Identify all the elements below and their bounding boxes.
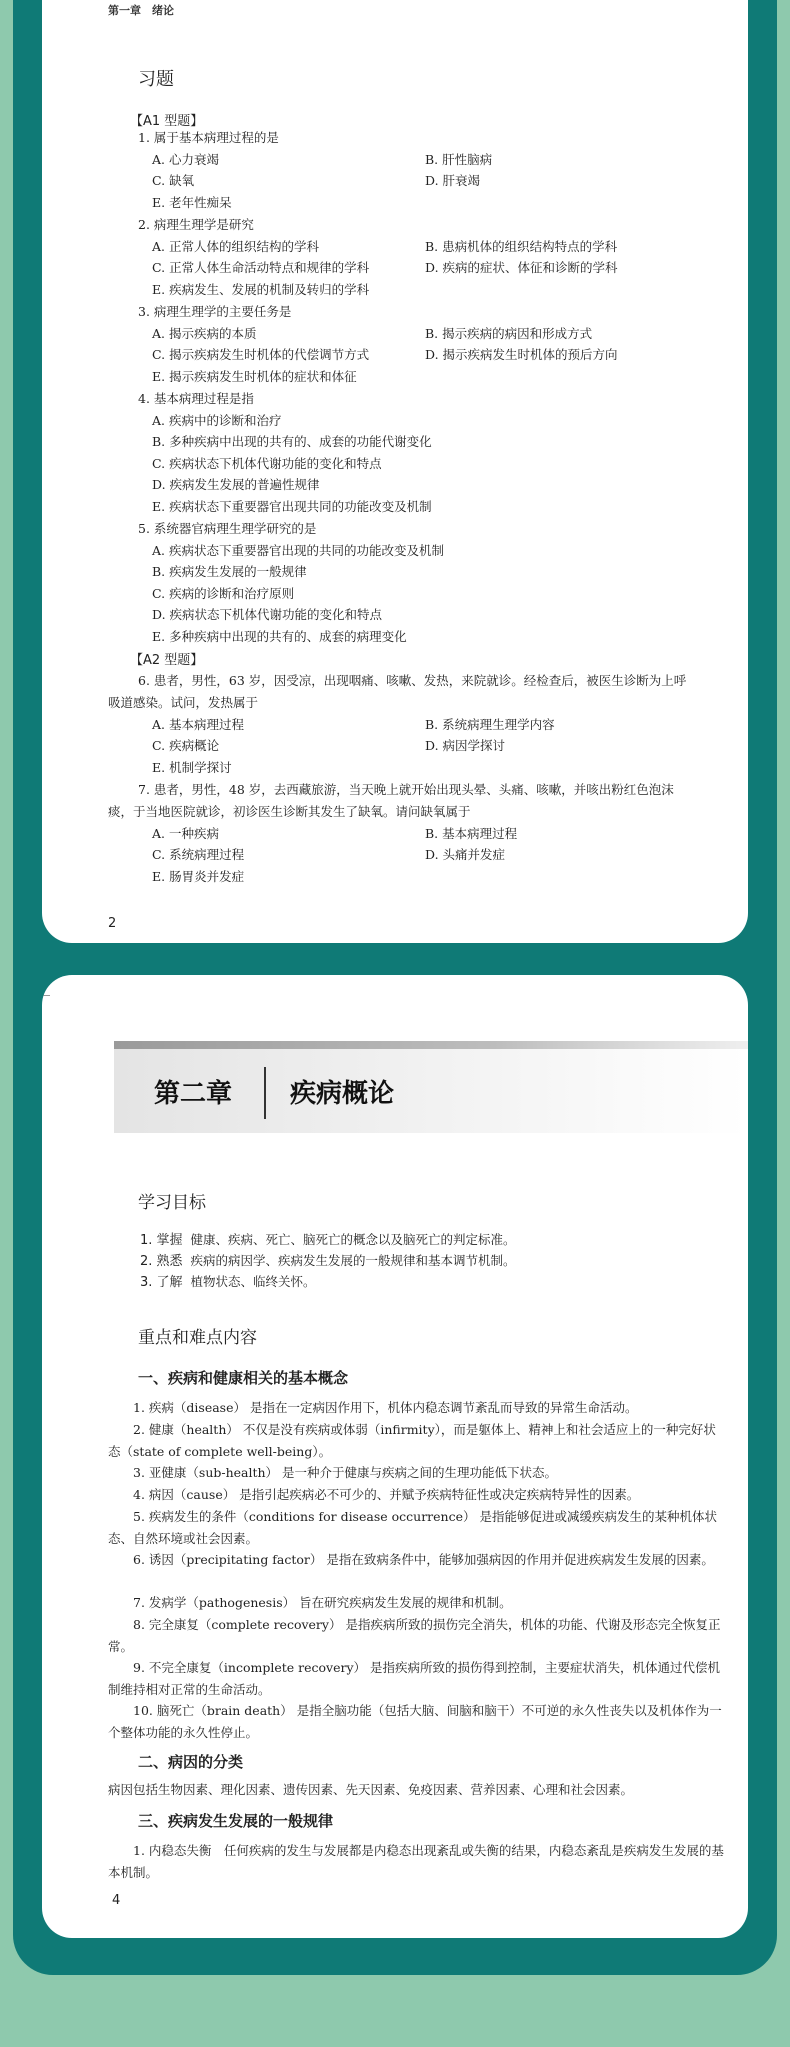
section-2-heading: 二、病因的分类 — [138, 1753, 244, 1771]
definition-8: 8. 完全康复（complete recovery） 是指疾病所致的损伤完全消失，机体的功能、代谢及形态完全恢复正常。 — [108, 1617, 721, 1654]
question-5-option-e: E. 多种疾病中出现的共有的、成套的病理变化 — [152, 629, 407, 644]
objective-item — [140, 1250, 516, 1272]
question-3-option-a: A. 揭示疾病的本质 — [152, 326, 257, 341]
definition-2: 2. 健康（health） 不仅是没有疾病或体弱（infirmity），而是躯体上、精神上和社会适应上的一种完好状态（state of complete well-being）。 — [108, 1422, 716, 1459]
question-1-option-b: B. 肝性脑病 — [425, 152, 493, 167]
question-7-option-d: D. 头痛并发症 — [425, 847, 506, 862]
key-points-heading: 重点和难点内容 — [138, 1328, 257, 1348]
question-4-stem: 4. 基本病理过程是指 — [138, 391, 254, 406]
chapter-divider — [264, 1067, 266, 1119]
objective-item — [140, 1271, 316, 1293]
question-1-option-c: C. 缺氧 — [152, 173, 195, 188]
section-2-text: 病因包括生物因素、理化因素、遗传因素、先天因素、免疫因素、营养因素、心理和社会因素。 — [108, 1782, 634, 1797]
question-2-option-d: D. 疾病的症状、体征和诊断的学科 — [425, 260, 618, 275]
question-7-stem-line1: 7. 患者，男性，48 岁，去西藏旅游，当天晚上就开始出现头晕、头痛、咳嗽，并咳出粉红色泡沫 — [138, 782, 674, 797]
objective-level: 3. 了解 — [140, 1275, 183, 1290]
page-number: 2 — [108, 916, 117, 931]
question-2-stem: 2. 病理生理学是研究 — [138, 217, 254, 232]
definition-7: 7. 发病学（pathogenesis） 旨在研究疾病发生发展的规律和机制。 — [133, 1595, 512, 1610]
question-2-option-b: B. 患病机体的组织结构特点的学科 — [425, 239, 618, 254]
page-number: 4 — [112, 1893, 121, 1908]
question-7-option-e: E. 肠胃炎并发症 — [152, 869, 245, 884]
question-5-option-b: B. 疾病发生发展的一般规律 — [152, 564, 307, 579]
definition-4: 4. 病因（cause） 是指引起疾病必不可少的、并赋予疾病特征性或决定疾病特异性的因素。 — [133, 1487, 640, 1502]
definition-1: 1. 疾病（disease） 是指在一定病因作用下，机体内稳态调节紊乱而导致的异常生命活动。 — [133, 1400, 638, 1415]
question-6-option-a: A. 基本病理过程 — [152, 717, 244, 732]
question-2-option-a: A. 正常人体的组织结构的学科 — [152, 239, 319, 254]
question-7-option-a: A. 一种疾病 — [152, 826, 219, 841]
question-6-option-d: D. 病因学探讨 — [425, 738, 506, 753]
book-page-exercises — [42, 0, 748, 943]
question-5-option-a: A. 疾病状态下重要器官出现的共同的功能改变及机制 — [152, 543, 444, 558]
section-3-text: 1. 内稳态失衡 任何疾病的发生与发展都是内稳态出现紊乱或失衡的结果，内稳态紊乱是疾病发生发展的基本机制。 — [108, 1843, 724, 1880]
question-4-option-d: D. 疾病发生发展的普遍性规律 — [152, 477, 320, 492]
objective-text: 植物状态、临终关怀。 — [190, 1274, 316, 1289]
question-6-option-e: E. 机制学探讨 — [152, 760, 232, 775]
question-1-stem: 1. 属于基本病理过程的是 — [138, 130, 279, 145]
question-1-option-a: A. 心力衰竭 — [152, 152, 219, 167]
chapter-title: 疾病概论 — [290, 1079, 395, 1109]
definition-6: 6. 诱因（precipitating factor） 是指在致病条件中，能够加强病因的作用并促进疾病发生发展的因素。 — [133, 1552, 714, 1567]
question-2-option-e: E. 疾病发生、发展的机制及转归的学科 — [152, 282, 370, 297]
question-6-option-c: C. 疾病概论 — [152, 738, 220, 753]
question-3-option-b: B. 揭示疾病的病因和形成方式 — [425, 326, 593, 341]
question-5-option-c: C. 疾病的诊断和治疗原则 — [152, 586, 295, 601]
question-4-option-a: A. 疾病中的诊断和治疗 — [152, 413, 282, 428]
section-1-heading: 一、疾病和健康相关的基本概念 — [138, 1369, 349, 1387]
objectives-heading: 学习目标 — [138, 1193, 206, 1213]
objective-level: 1. 掌握 — [140, 1233, 183, 1248]
section-3-heading: 三、疾病发生发展的一般规律 — [138, 1812, 334, 1830]
definition-5: 5. 疾病发生的条件（conditions for disease occurrence） 是指能够促进或减缓疾病发生的某种机体状态、自然环境或社会因素。 — [108, 1509, 717, 1546]
question-3-option-e: E. 揭示疾病发生时机体的症状和体征 — [152, 369, 357, 384]
question-7-option-b: B. 基本病理过程 — [425, 826, 518, 841]
question-3-option-c: C. 揭示疾病发生时机体的代偿调节方式 — [152, 347, 370, 362]
running-head: 第一章 绪论 — [108, 4, 174, 17]
question-1-option-d: D. 肝衰竭 — [425, 173, 481, 188]
question-2-option-c: C. 正常人体生命活动特点和规律的学科 — [152, 260, 370, 275]
crop-mark — [42, 995, 50, 996]
question-5-stem: 5. 系统器官病理生理学研究的是 — [138, 521, 317, 536]
chapter-number: 第二章 — [154, 1079, 233, 1109]
section-a2-label: 【A2 型题】 — [130, 653, 204, 668]
objective-level: 2. 熟悉 — [140, 1254, 183, 1269]
question-3-stem: 3. 病理生理学的主要任务是 — [138, 304, 292, 319]
exercise-heading: 习题 — [138, 69, 174, 90]
question-7-stem-line2: 痰，于当地医院就诊，初诊医生诊断其发生了缺氧。请问缺氧属于 — [108, 804, 471, 819]
question-7-option-c: C. 系统病理过程 — [152, 847, 245, 862]
objective-item — [140, 1229, 516, 1251]
book-page-chapter-2 — [42, 975, 748, 1938]
question-6-stem-line1: 6. 患者，男性，63 岁，因受凉，出现咽痛、咳嗽、发热，来院就诊。经检查后，被医生诊断为上呼 — [138, 673, 687, 688]
definition-9: 9. 不完全康复（incomplete recovery） 是指疾病所致的损伤得到控制，主要症状消失，机体通过代偿机制维持相对正常的生命活动。 — [108, 1660, 720, 1697]
question-4-option-b: B. 多种疾病中出现的共有的、成套的功能代谢变化 — [152, 434, 432, 449]
question-6-stem-line2: 吸道感染。试问，发热属于 — [108, 695, 259, 710]
definition-3: 3. 亚健康（sub-health） 是一种介于健康与疾病之间的生理功能低下状态。 — [133, 1465, 558, 1480]
question-1-option-e: E. 老年性痴呆 — [152, 195, 232, 210]
section-a1-label: 【A1 型题】 — [130, 114, 204, 129]
question-6-option-b: B. 系统病理生理学内容 — [425, 717, 555, 732]
question-4-option-c: C. 疾病状态下机体代谢功能的变化和特点 — [152, 456, 382, 471]
objective-text: 疾病的病因学、疾病发生发展的一般规律和基本调节机制。 — [190, 1253, 516, 1268]
question-4-option-e: E. 疾病状态下重要器官出现共同的功能改变及机制 — [152, 499, 432, 514]
chapter-banner-topline — [114, 1041, 748, 1049]
question-5-option-d: D. 疾病状态下机体代谢功能的变化和特点 — [152, 607, 383, 622]
objective-text: 健康、疾病、死亡、脑死亡的概念以及脑死亡的判定标准。 — [190, 1232, 516, 1247]
question-3-option-d: D. 揭示疾病发生时机体的预后方向 — [425, 347, 618, 362]
definition-10: 10. 脑死亡（brain death） 是指全脑功能（包括大脑、间脑和脑干）不可逆的永久性丧失以及机体作为一个整体功能的永久性停止。 — [108, 1703, 722, 1740]
